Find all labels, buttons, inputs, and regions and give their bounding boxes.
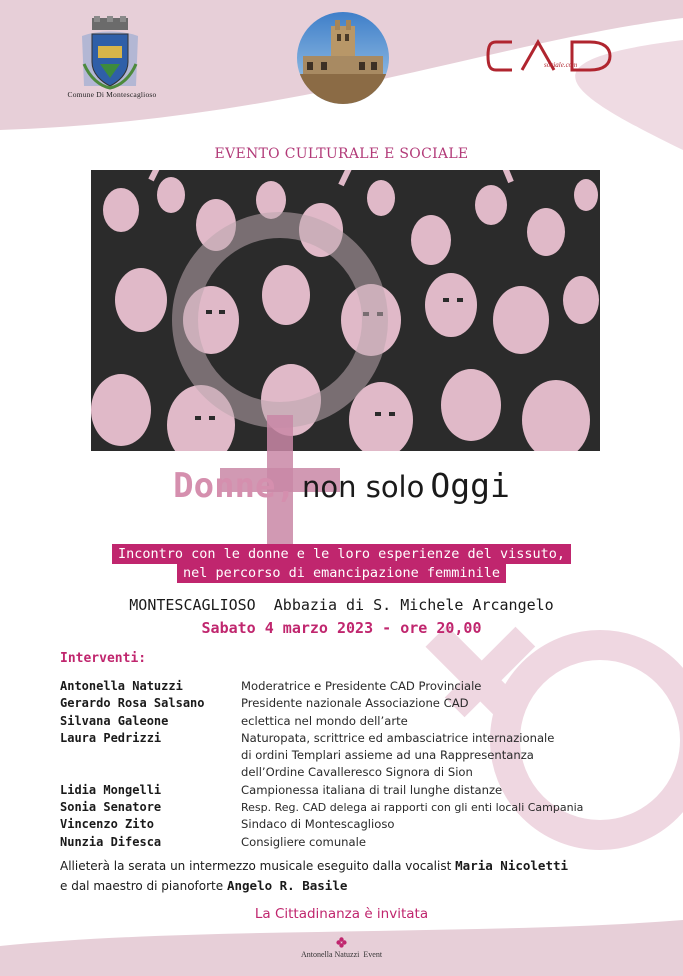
speaker-name: Gerardo Rosa Salsano	[60, 696, 205, 711]
speaker-row	[60, 834, 660, 851]
venus-symbol-graphic	[160, 200, 400, 560]
closing-line-1	[60, 856, 660, 876]
speaker-role-line: dell’Ordine Cavalleresco Signora di Sion	[241, 765, 473, 780]
speaker-role-line: Campionessa italiana di trail lunghe distanze	[241, 782, 503, 797]
subtitle-line-1: Incontro con le donne e le loro esperienze del vissuto,	[112, 544, 571, 564]
closing-line-2-text: e dal maestro di pianoforte	[60, 879, 224, 893]
speaker-name: Antonella Natuzzi	[60, 679, 183, 693]
speaker-name: Sonia Senatore	[60, 800, 162, 815]
speaker-role	[241, 695, 469, 712]
speaker-role	[241, 834, 366, 851]
title-comma: ,	[275, 466, 296, 506]
cad-logo-subtext: sociale.com	[544, 61, 578, 69]
interventi-heading: Interventi:	[60, 651, 147, 666]
closing-line-2	[60, 876, 660, 896]
invitation-line: La Cittadinanza è invitata	[254, 906, 429, 922]
event-kicker: EVENTO CULTURALE E SOCIALE	[214, 146, 469, 162]
footer-credit: Antonella Natuzzi Event	[300, 950, 383, 959]
speaker-role-line: Moderatrice e Presidente CAD Provinciale	[241, 679, 482, 693]
pianist-name: Angelo R. Basile	[226, 878, 348, 893]
speaker-name: Nunzia Difesca	[60, 834, 162, 849]
title-word-non-solo: non solo	[301, 470, 425, 504]
speakers-list	[60, 678, 660, 851]
cad-logo	[486, 36, 618, 76]
flower-icon	[336, 937, 347, 948]
date-line: Sabato 4 marzo 2023 - ore 20,00	[201, 619, 482, 637]
speaker-role-line: di ordini Templari assieme ad una Rappresentanza	[241, 748, 534, 763]
speaker-row	[60, 799, 660, 816]
speaker-role	[241, 678, 481, 695]
speaker-name: Lidia Mongelli	[60, 782, 162, 797]
closing-line-1-text: Allieterà la serata un intermezzo musicale eseguito dalla vocalist	[60, 859, 452, 873]
speaker-role-line: Resp. Reg. CAD delega ai rapporti con gli enti locali Campania	[241, 801, 584, 815]
subtitle-line-2: nel percorso di emancipazione femminile	[177, 563, 506, 583]
abbey-photo	[297, 12, 389, 104]
speaker-role	[241, 799, 583, 816]
comune-caption: Comune Di Montescaglioso	[67, 90, 157, 99]
speaker-row	[60, 713, 660, 730]
speaker-role-line: Naturopata, scrittrice ed ambasciatrice internazionale	[241, 730, 555, 745]
speaker-role-line: Presidente nazionale Associazione CAD	[241, 696, 469, 711]
closing-paragraph	[60, 856, 660, 896]
title-word-donne: Donne	[173, 466, 276, 506]
venue-line: MONTESCAGLIOSO Abbazia di S. Michele Arcangelo	[129, 596, 554, 614]
speaker-role-line: Sindaco di Montescaglioso	[241, 817, 395, 832]
subtitle-line-2-wrap	[0, 562, 683, 583]
speaker-role	[241, 782, 502, 799]
speaker-role-line: Consigliere comunale	[241, 834, 366, 849]
event-title	[0, 466, 683, 506]
speaker-name: Silvana Galeone	[60, 713, 169, 728]
speaker-role	[241, 730, 554, 782]
speaker-name: Vincenzo Zito	[60, 817, 154, 832]
speaker-row	[60, 695, 660, 712]
title-word-oggi: Oggi	[430, 466, 510, 505]
vocalist-name: Maria Nicoletti	[455, 858, 569, 873]
comune-crest-logo	[78, 16, 142, 92]
speaker-name: Laura Pedrizzi	[60, 730, 162, 745]
speaker-row	[60, 678, 660, 695]
subtitle-line-1-wrap	[0, 543, 683, 564]
speaker-role-line: eclettica nel mondo dell’arte	[241, 713, 408, 728]
speaker-role	[241, 713, 408, 730]
speaker-role	[241, 816, 394, 833]
speaker-row	[60, 730, 660, 782]
speaker-row	[60, 816, 660, 833]
speaker-row	[60, 782, 660, 799]
